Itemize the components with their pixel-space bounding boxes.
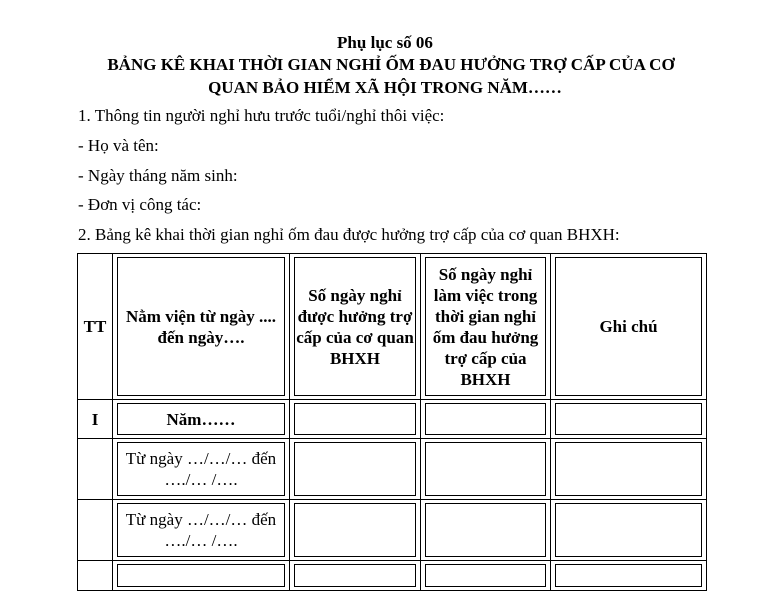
column-header-tt: TT (78, 254, 113, 400)
column-header-notes: Ghi chú (551, 254, 707, 400)
row-number (78, 561, 113, 591)
row-days-bhxh (290, 561, 421, 591)
row-days-bhxh (290, 439, 421, 500)
row-period: Từ ngày …/…/… đến …./… /…. (113, 439, 290, 500)
appendix-label: Phụ lục số 06 (337, 33, 433, 52)
group-row-number: I (78, 400, 113, 439)
group-row-days-off (421, 400, 551, 439)
table-header-row (78, 254, 707, 400)
field-date-of-birth: - Ngày tháng năm sinh: (78, 166, 238, 185)
table-row (78, 561, 707, 591)
table-group-row (78, 400, 707, 439)
row-number (78, 439, 113, 500)
row-notes (551, 561, 707, 591)
sick-leave-table (77, 253, 707, 591)
section-2-heading: 2. Bảng kê khai thời gian nghỉ ốm đau được hưởng trợ cấp của cơ quan BHXH: (78, 225, 620, 244)
row-days-off (421, 500, 551, 561)
group-row-notes (551, 400, 707, 439)
table-row (78, 439, 707, 500)
document-title-line-1: BẢNG KÊ KHAI THỜI GIAN NGHỈ ỐM ĐAU HƯỞNG TRỢ CẤP CỦA CƠ (107, 55, 675, 74)
section-1-heading: 1. Thông tin người nghỉ hưu trước tuổi/nghỉ thôi việc: (78, 106, 445, 125)
document-title-line-2: QUAN BẢO HIỂM XÃ HỘI TRONG NĂM…… (208, 78, 562, 97)
group-row-year: Năm…… (113, 400, 290, 439)
row-days-off (421, 439, 551, 500)
row-period: Từ ngày …/…/… đến …./… /…. (113, 500, 290, 561)
row-days-off (421, 561, 551, 591)
row-notes (551, 439, 707, 500)
field-full-name: - Họ và tên: (78, 136, 159, 155)
column-header-days-off: Số ngày nghỉ làm việc trong thời gian nghỉ ốm đau hưởng trợ cấp của BHXH (421, 254, 551, 400)
row-period (113, 561, 290, 591)
table-row (78, 500, 707, 561)
column-header-days-bhxh: Số ngày nghỉ được hưởng trợ cấp của cơ quan BHXH (290, 254, 421, 400)
row-notes (551, 500, 707, 561)
row-days-bhxh (290, 500, 421, 561)
row-number (78, 500, 113, 561)
field-work-unit: - Đơn vị công tác: (78, 195, 202, 214)
column-header-period: Nằm viện từ ngày .... đến ngày…. (113, 254, 290, 400)
group-row-days-bhxh (290, 400, 421, 439)
